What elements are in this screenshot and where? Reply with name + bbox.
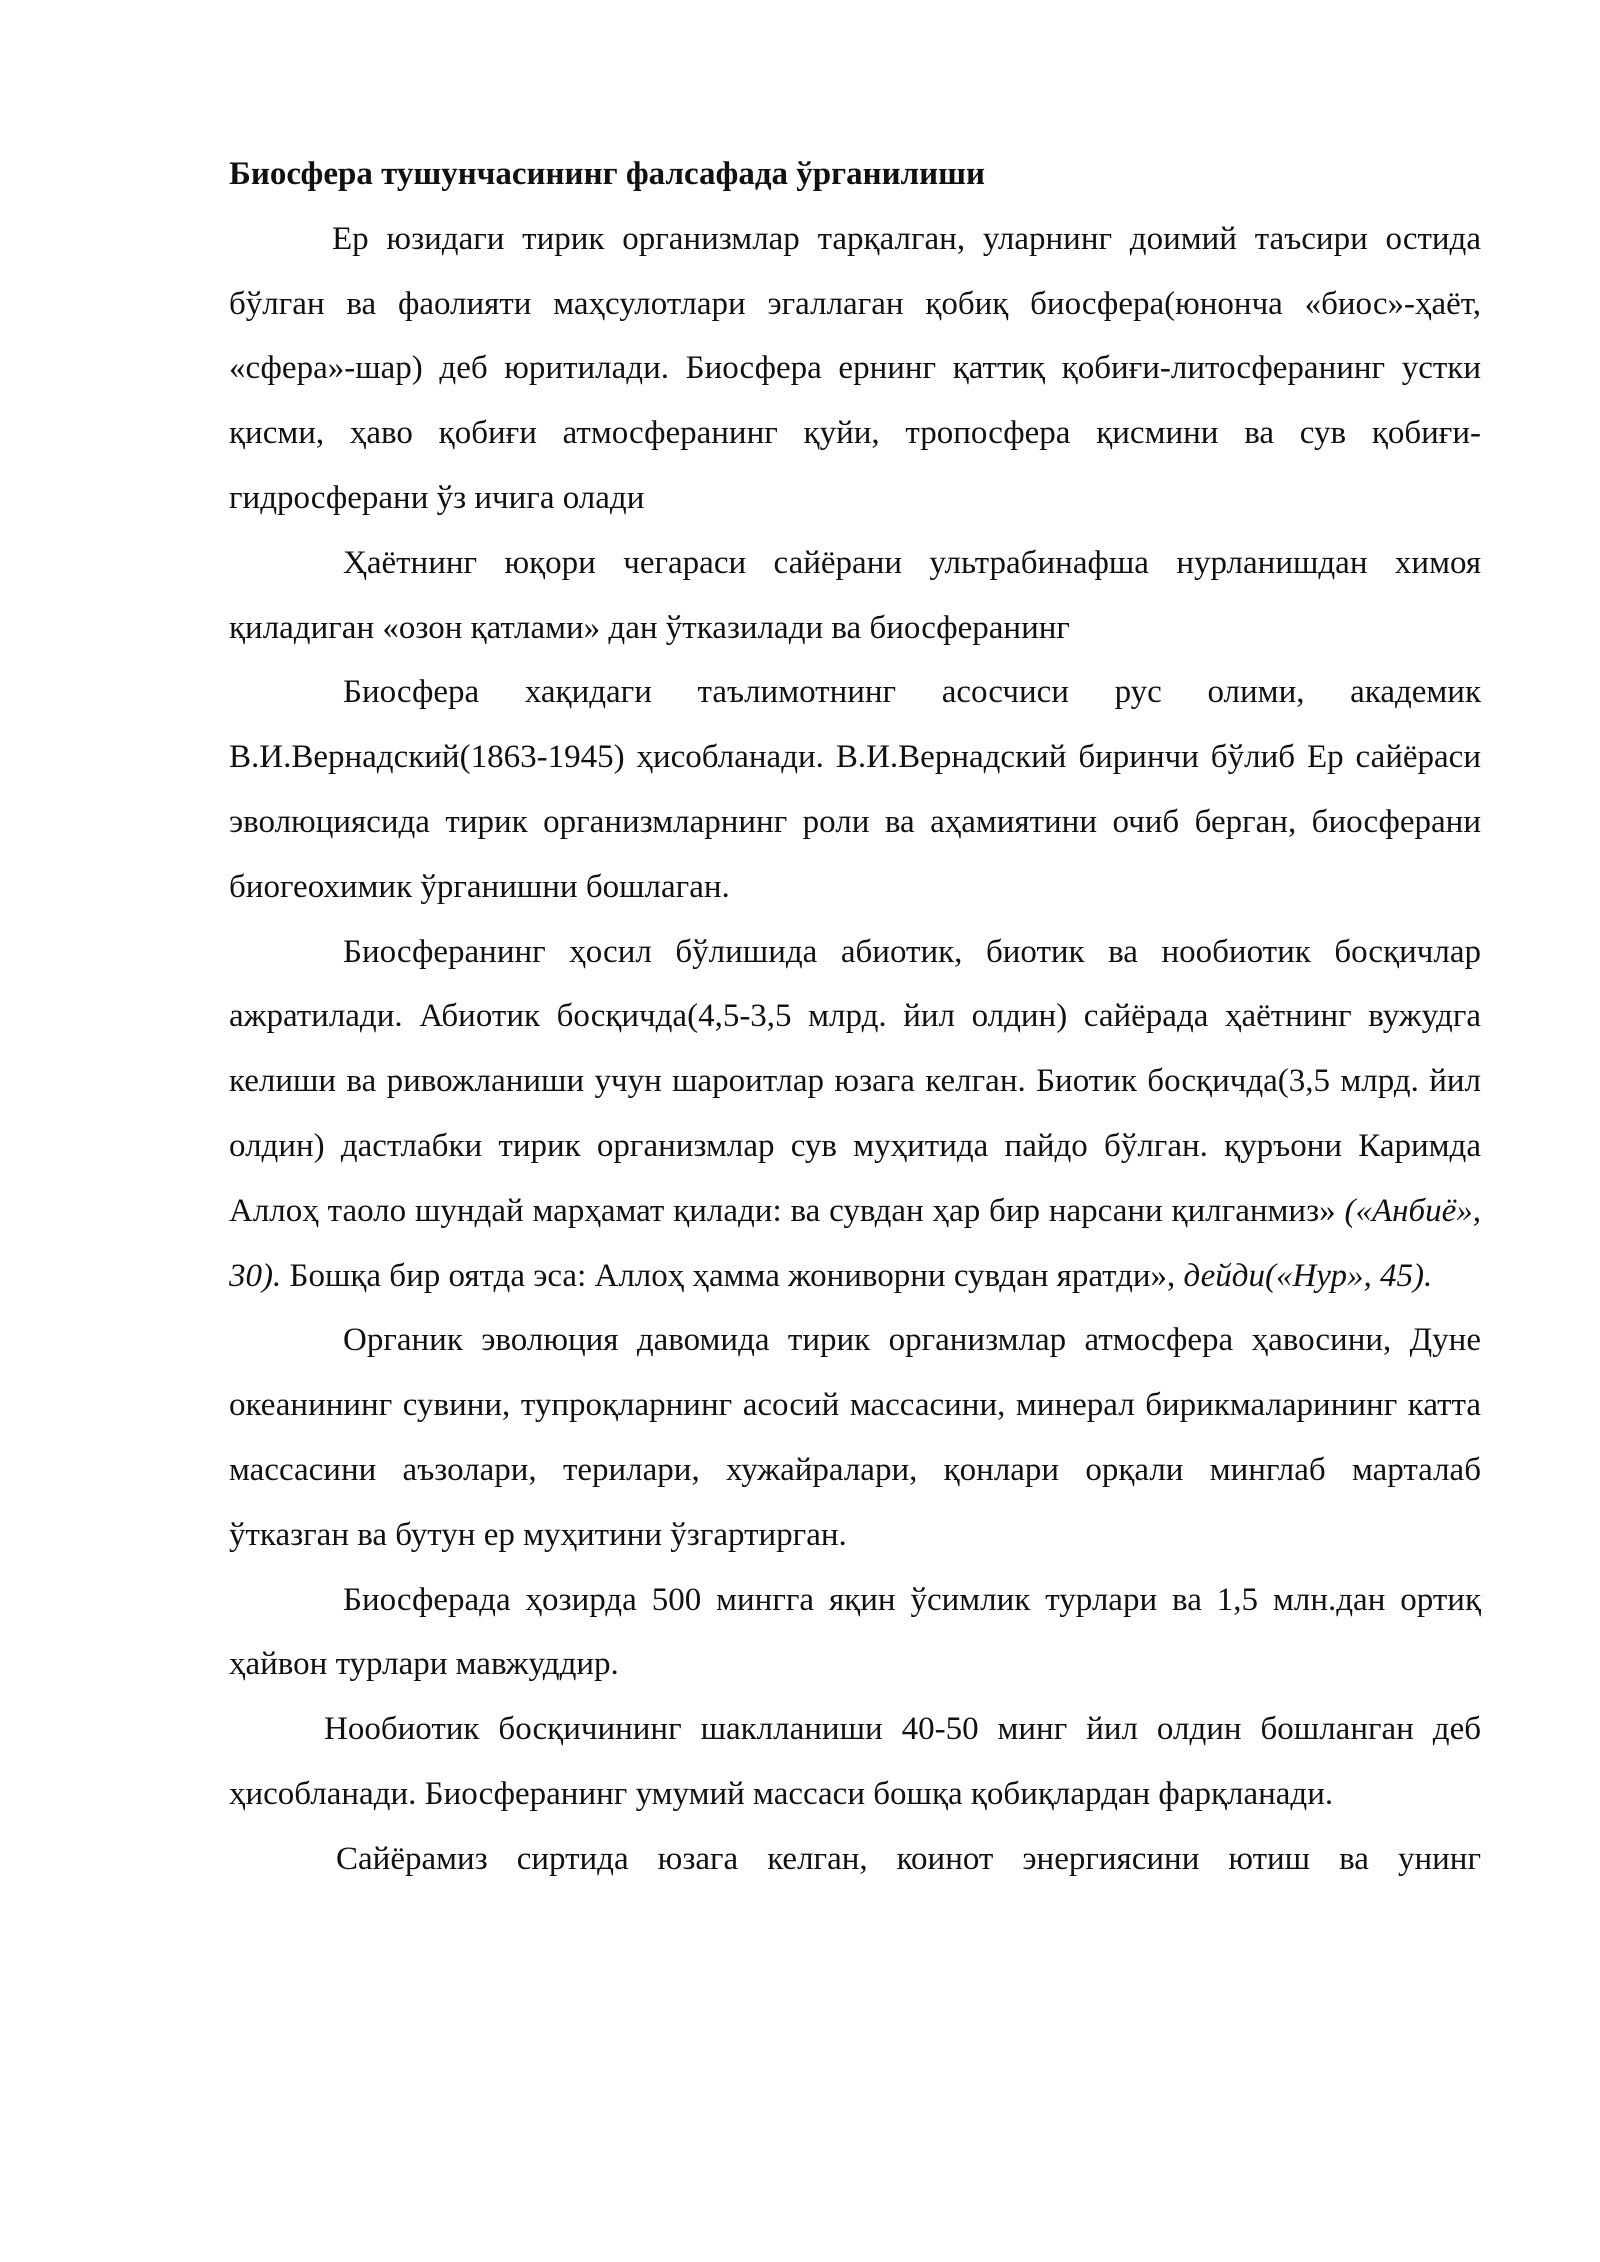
document-title: Биосфера тушунчасининг фалсафада ўрганилиши — [229, 156, 986, 192]
document-body — [229, 142, 1481, 1892]
paragraph-planet-surface: Сайёрамиз сиртида юзага келган, коинот энергиясини ютиш ва унинг — [336, 1840, 1481, 1877]
paragraph-stages — [229, 920, 1481, 1309]
quran-citation-anbiyo: («Анбиё», 30). — [229, 1192, 1481, 1294]
paragraph-stages-text-1: Биосферанинг ҳосил бўлишида абиотик, биотик ва нообиотик босқичлар ажратилади. Абиотик босқичда(4,5-3,5 млрд. йил олдин) сайёрада ҳаётнинг вужудга келиши ва ривожланиши учун шароитлар юзага келган. Биотик босқичда(3,5 млрд. йил олдин) дастлабки тирик организмлар сув муҳитида пайдо бўлган. қуръони Каримда Аллоҳ таоло шундай марҳамат қилади: ва сувдан ҳар бир нарсани қилганмиз» — [229, 933, 1481, 1229]
paragraph-vernadsky: Биосфера хақидаги таълимотнинг асосчиси рус олими, академик В.И.Вернадский(1863-1945) ҳисобланади. В.И.Вернадский биринчи бўлиб Ер сайёраси эволюциясида тирик организмларнинг роли ва аҳамиятини очиб берган, биосферани биогеохимик ўрганишни бошлаган. — [229, 674, 1481, 905]
paragraph-stages-text-2: Бошқа бир оятда эса: Аллоҳ ҳамма жониворни сувдан яратди», — [281, 1257, 1184, 1294]
paragraph-biosphere-definition: Ер юзидаги тирик организмлар тарқалган, уларнинг доимий таъсири остида бўлган ва фаолияти маҳсулотлари эгаллаган қобиқ биосфера(юнонча «биос»-ҳаёт, «сфера»-шар) деб юритилади. Биосфера ернинг қаттиқ қобиғи-литосферанинг устки қисми, ҳаво қобиғи атмосферанинг қуйи, тропосфера қисмини ва сув қобиғи- гидросферани ўз ичига олади — [229, 220, 1481, 516]
paragraph-noobiotic-stage: Нообиотик босқичининг шаклланиши 40-50 минг йил олдин бошланган деб ҳисобланади. Биосферанинг умумий массаси бошқа қобиқлардан фарқланади. — [229, 1711, 1481, 1812]
paragraph-species-count: Биосферада ҳозирда 500 мингга яқин ўсимлик турлари ва 1,5 млн.дан ортиқ ҳайвон турлари мавжуддир. — [229, 1581, 1481, 1683]
quran-citation-nur: дейди(«Нур», 45). — [1183, 1257, 1433, 1294]
paragraph-upper-boundary: Ҳаётнинг юқори чегараси сайёрани ультрабинафша нурланишдан химоя қиладиган «озон қатлами» дан ўтказилади ва биосферанинг — [229, 544, 1481, 646]
paragraph-organic-evolution: Органик эволюция давомида тирик организмлар атмосфера ҳавосини, Дуне океанининг сувини, тупроқларнинг асосий массасини, минерал бирикмаларининг катта массасини аъзолари, терилари, хужайралари, қонлари орқали минглаб марталаб ўтказган ва бутун ер муҳитини ўзгартирган. — [229, 1322, 1481, 1553]
